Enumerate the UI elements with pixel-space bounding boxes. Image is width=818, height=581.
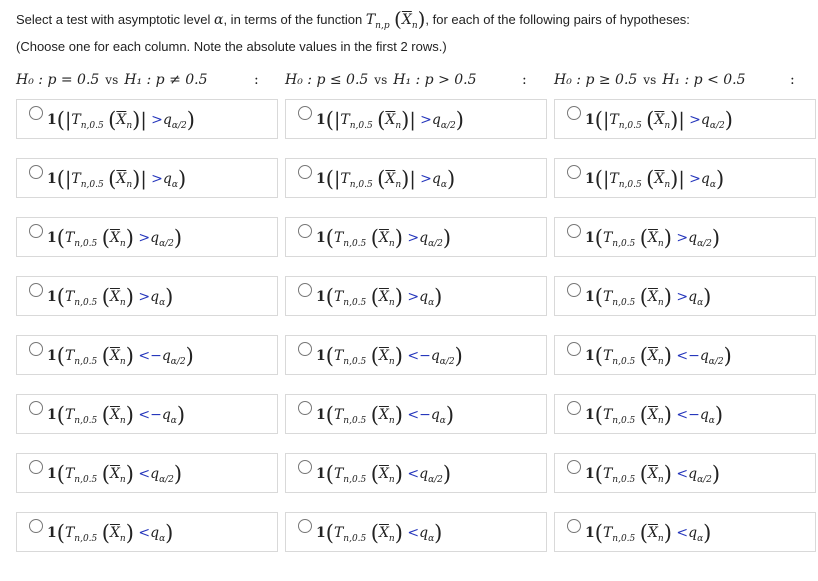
- alpha-symbol: α: [213, 12, 224, 28]
- option-col1-row1[interactable]: [16, 99, 278, 139]
- test-expression: $1(T_{n,0.5}$ $(\overline{X}_n) <-q_{\alpha/2}$): [316, 344, 463, 368]
- radio-button[interactable]: [298, 283, 312, 297]
- test-expression: $1(T_{n,0.5}$ $(\overline{X}_n) <-q_\alpha$): [316, 403, 455, 427]
- vs-label: vs: [105, 73, 119, 87]
- radio-button[interactable]: [567, 460, 581, 474]
- alternative-hypothesis: H₁ : p > 0.5: [393, 72, 477, 88]
- test-expression: $1(T_{n,0.5}$ $(\overline{X}_n) <-q_{\alpha/2}$): [585, 344, 732, 368]
- header-colon: :: [522, 72, 527, 88]
- radio-button[interactable]: [567, 165, 581, 179]
- test-expression: $1(|T_{n,0.5}$ $(\overline{X}_n)| >q_\alpha$): [47, 167, 187, 191]
- column-header-2: [285, 72, 477, 88]
- radio-button[interactable]: [298, 106, 312, 120]
- test-expression: $1(T_{n,0.5}$ $(\overline{X}_n) >q_{\alpha/2}$): [585, 226, 721, 250]
- radio-button[interactable]: [29, 519, 43, 533]
- option-col1-row6[interactable]: [16, 394, 278, 434]
- radio-button[interactable]: [298, 224, 312, 238]
- option-col1-row5[interactable]: [16, 335, 278, 375]
- option-col2-row6[interactable]: [285, 394, 547, 434]
- test-expression: $1(T_{n,0.5}$ $(\overline{X}_n) <q_\alpha$): [47, 521, 174, 545]
- option-col3-row5[interactable]: [554, 335, 816, 375]
- option-col3-row2[interactable]: [554, 158, 816, 198]
- option-col3-row4[interactable]: [554, 276, 816, 316]
- radio-button[interactable]: [567, 401, 581, 415]
- test-expression: $1(T_{n,0.5}$ $(\overline{X}_n) <q_\alpha$): [585, 521, 712, 545]
- alternative-hypothesis: H₁ : p ≠ 0.5: [124, 72, 208, 88]
- test-expression: $1(T_{n,0.5}$ $(\overline{X}_n) <-q_\alpha$): [585, 403, 724, 427]
- vs-label: vs: [374, 73, 388, 87]
- radio-button[interactable]: [567, 224, 581, 238]
- option-col2-row4[interactable]: [285, 276, 547, 316]
- prompt-text: Select a test with asymptotic level: [16, 12, 214, 27]
- test-expression: $1(T_{n,0.5}$ $(\overline{X}_n) >q_\alpha$): [47, 285, 174, 309]
- option-col3-row7[interactable]: [554, 453, 816, 493]
- null-hypothesis: H₀ : p = 0.5: [16, 72, 100, 88]
- radio-button[interactable]: [298, 401, 312, 415]
- option-col2-row7[interactable]: [285, 453, 547, 493]
- radio-button[interactable]: [29, 283, 43, 297]
- radio-button[interactable]: [29, 106, 43, 120]
- radio-button[interactable]: [298, 460, 312, 474]
- prompt-text: , for each of the following pairs of hypotheses:: [425, 12, 690, 27]
- radio-button[interactable]: [567, 342, 581, 356]
- column-header-3: [554, 72, 746, 88]
- option-col1-row2[interactable]: [16, 158, 278, 198]
- test-expression: $1(|T_{n,0.5}$ $(\overline{X}_n)| >q_\alpha$): [585, 167, 725, 191]
- test-expression: $1(|T_{n,0.5}$ $(\overline{X}_n)| >q_{\alpha/2}$): [316, 108, 464, 132]
- test-expression: $1(T_{n,0.5}$ $(\overline{X}_n) >q_\alpha$): [585, 285, 712, 309]
- column-header-1: [16, 72, 208, 88]
- function-expression: $T_{n,p}$ $(\overline{X}_n)$: [365, 7, 426, 31]
- option-col1-row4[interactable]: [16, 276, 278, 316]
- radio-button[interactable]: [29, 224, 43, 238]
- vs-label: vs: [643, 73, 657, 87]
- test-expression: $1(|T_{n,0.5}$ $(\overline{X}_n)| >q_{\alpha/2}$): [585, 108, 733, 132]
- question-prompt: [16, 7, 690, 35]
- radio-button[interactable]: [567, 106, 581, 120]
- option-col2-row5[interactable]: [285, 335, 547, 375]
- option-col3-row8[interactable]: [554, 512, 816, 552]
- radio-button[interactable]: [567, 519, 581, 533]
- radio-button[interactable]: [298, 165, 312, 179]
- header-colon: :: [790, 72, 795, 88]
- test-expression: $1(T_{n,0.5}$ $(\overline{X}_n) <q_{\alpha/2}$): [585, 462, 721, 486]
- option-col3-row1[interactable]: [554, 99, 816, 139]
- radio-button[interactable]: [298, 519, 312, 533]
- null-hypothesis: H₀ : p ≤ 0.5: [285, 72, 369, 88]
- radio-button[interactable]: [29, 460, 43, 474]
- test-expression: $1(T_{n,0.5}$ $(\overline{X}_n) >q_{\alpha/2}$): [316, 226, 452, 250]
- header-colon: :: [254, 72, 259, 88]
- option-col1-row8[interactable]: [16, 512, 278, 552]
- radio-button[interactable]: [29, 165, 43, 179]
- test-expression: $1(T_{n,0.5}$ $(\overline{X}_n) <q_\alpha$): [316, 521, 443, 545]
- test-expression: $1(T_{n,0.5}$ $(\overline{X}_n) <-q_{\alpha/2}$): [47, 344, 194, 368]
- option-col2-row2[interactable]: [285, 158, 547, 198]
- radio-button[interactable]: [29, 401, 43, 415]
- option-col2-row8[interactable]: [285, 512, 547, 552]
- test-expression: $1(T_{n,0.5}$ $(\overline{X}_n) <q_{\alpha/2}$): [47, 462, 183, 486]
- alternative-hypothesis: H₁ : p < 0.5: [662, 72, 746, 88]
- radio-button[interactable]: [298, 342, 312, 356]
- test-expression: $1(T_{n,0.5}$ $(\overline{X}_n) >q_{\alpha/2}$): [47, 226, 183, 250]
- test-expression: $1(|T_{n,0.5}$ $(\overline{X}_n)| >q_{\alpha/2}$): [47, 108, 195, 132]
- option-col3-row6[interactable]: [554, 394, 816, 434]
- prompt-text: , in terms of the function: [223, 12, 366, 27]
- radio-button[interactable]: [567, 283, 581, 297]
- option-col3-row3[interactable]: [554, 217, 816, 257]
- instruction-note: (Choose one for each column. Note the absolute values in the first 2 rows.): [16, 39, 447, 54]
- test-expression: $1(T_{n,0.5}$ $(\overline{X}_n) <-q_\alpha$): [47, 403, 186, 427]
- option-col1-row7[interactable]: [16, 453, 278, 493]
- test-expression: $1(T_{n,0.5}$ $(\overline{X}_n) >q_\alpha$): [316, 285, 443, 309]
- test-expression: $1(T_{n,0.5}$ $(\overline{X}_n) <q_{\alpha/2}$): [316, 462, 452, 486]
- radio-button[interactable]: [29, 342, 43, 356]
- null-hypothesis: H₀ : p ≥ 0.5: [554, 72, 638, 88]
- option-col2-row3[interactable]: [285, 217, 547, 257]
- option-col1-row3[interactable]: [16, 217, 278, 257]
- test-expression: $1(|T_{n,0.5}$ $(\overline{X}_n)| >q_\alpha$): [316, 167, 456, 191]
- option-col2-row1[interactable]: [285, 99, 547, 139]
